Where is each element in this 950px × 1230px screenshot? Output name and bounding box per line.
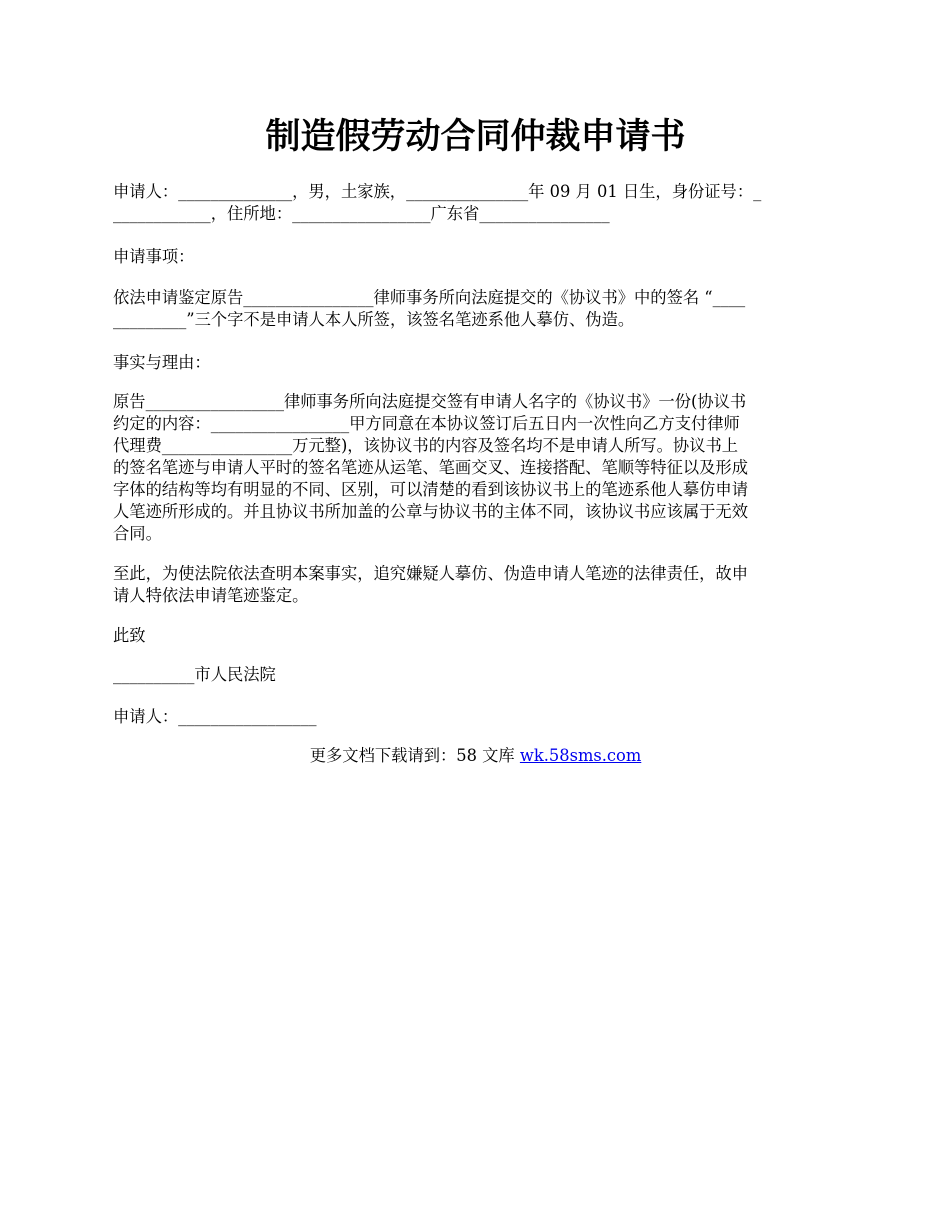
request-line-1: 依法申请鉴定原告________________律师事务所向法庭提交的《协议书》中的签名 “____ [113,288,746,307]
applicant-info [113,181,838,225]
request-line-2: _________”三个字不是申请人本人所签，该签名笔迹系他人摹仿、伪造。 [113,310,635,329]
conclusion-line: 请人特依法申请笔迹鉴定。 [113,586,309,605]
applicant-line-1: 申请人：______________，男，土家族，_______________年 09 月 01 日生，身份证号：_ [113,182,762,201]
facts-line: 约定的内容：_________________甲方同意在本协议签订后五日内一次性向乙方支付律师 [113,414,740,433]
facts-body [113,391,838,545]
footer-link[interactable]: wk.58sms.com [519,746,642,765]
facts-line: 原告_________________律师事务所向法庭提交签有申请人名字的《协议书》一份(协议书 [113,392,747,411]
footer-text: 更多文档下载请到：58 文库 [309,746,520,765]
document-title: 制造假劳动合同仲裁申请书 [265,117,686,157]
facts-line: 的签名笔迹与申请人平时的签名笔迹从运笔、笔画交叉、连接搭配、笔顺等特征以及形成 [113,458,748,477]
court-line: __________市人民法院 [113,665,276,684]
signature-line: 申请人：_________________ [113,707,317,726]
conclusion-line: 至此，为使法院依法查明本案事实，追究嫌疑人摹仿、伪造申请人笔迹的法律责任，故申 [113,564,748,583]
facts-line: 合同。 [113,524,162,543]
salutation: 此致 [113,626,146,645]
facts-line: 字体的结构等均有明显的不同、区别，可以清楚的看到该协议书上的笔迹系他人摹仿申请 [113,480,748,499]
request-heading: 申请事项： [113,247,195,266]
download-footer [113,745,838,767]
facts-line: 人笔迹所形成的。并且协议书所加盖的公章与协议书的主体不同，该协议书应该属于无效 [113,502,748,521]
facts-heading: 事实与理由： [113,353,211,372]
applicant-line-2: ____________，住所地：_________________广东省________________ [113,204,610,223]
conclusion [113,563,838,607]
request-body [113,287,838,331]
facts-line: 代理费________________万元整)，该协议书的内容及签名均不是申请人所写。协议书上 [113,436,739,455]
